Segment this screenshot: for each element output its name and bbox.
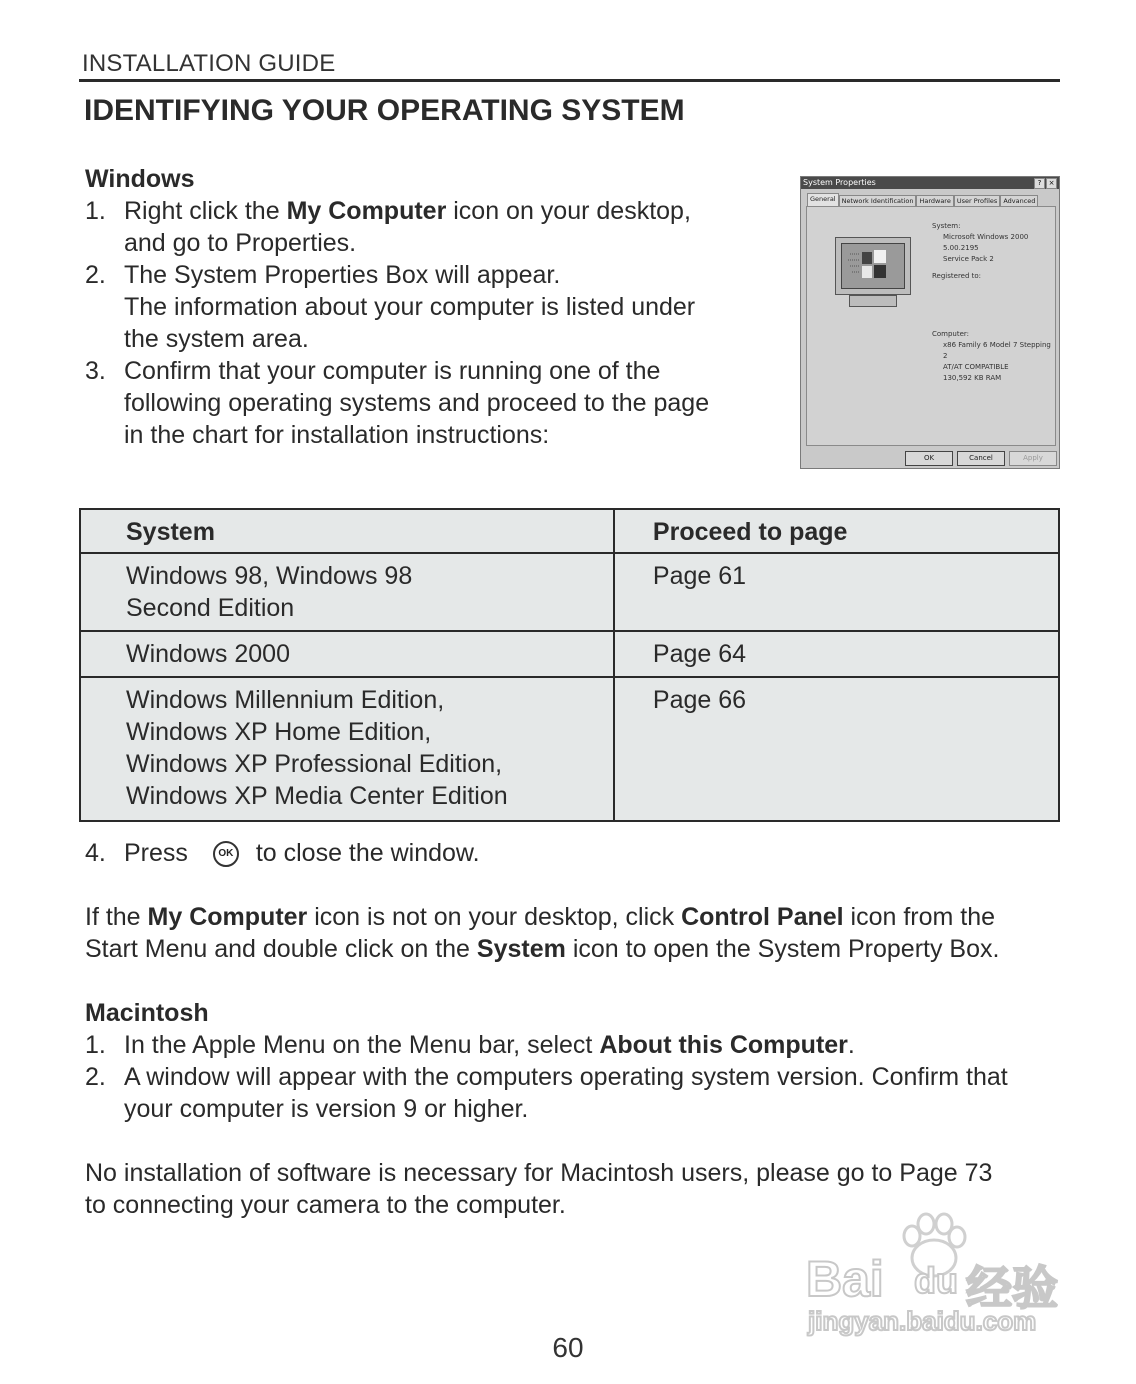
note-line2: Start Menu and double click on the System icon to open the System Property Box. — [85, 935, 1000, 963]
system-cell-line: Windows Millennium Edition, — [126, 686, 445, 714]
windows-heading: Windows — [85, 165, 195, 193]
close-button: × — [1046, 178, 1057, 189]
mac-step1-line: In the Apple Menu on the Menu bar, select About this Computer. — [124, 1031, 855, 1059]
watermark-url: jingyan.baidu.com — [808, 1306, 1037, 1336]
step2-number: 2. — [85, 261, 106, 289]
apply-button: Apply — [1009, 451, 1057, 466]
ok-button-icon: OK — [213, 841, 239, 867]
system-cell — [80, 553, 614, 631]
table-row — [80, 677, 1059, 821]
step3-number: 3. — [85, 357, 106, 385]
step1-line2: and go to Properties. — [124, 229, 357, 257]
step4-line — [124, 837, 480, 869]
dialog-tabs — [807, 195, 1038, 206]
mac-step1-number: 1. — [85, 1031, 106, 1059]
watermark-brand-right: 经验 — [966, 1262, 1058, 1314]
step4-number: 4. — [85, 839, 106, 867]
ok-button: OK — [905, 451, 953, 466]
tab-network-identification: Network Identification — [839, 195, 917, 206]
table-header-row — [80, 509, 1059, 553]
mac-step2-number: 2. — [85, 1063, 106, 1091]
page-number: 60 — [552, 1332, 584, 1363]
computer-line-3: AT/AT COMPATIBLE — [943, 363, 1009, 371]
running-header: INSTALLATION GUIDE — [82, 50, 336, 77]
mac-step2-line2: your computer is version 9 or higher. — [124, 1095, 529, 1123]
dialog-title: System Properties — [803, 178, 876, 187]
step3-line1: Confirm that your computer is running one of the — [124, 357, 661, 385]
step2-line3: the system area. — [124, 325, 309, 353]
mac-heading: Macintosh — [85, 999, 209, 1027]
system-properties-screenshot — [800, 176, 1060, 469]
tab-general: General — [807, 193, 839, 206]
cancel-button: Cancel — [957, 451, 1005, 466]
mac-step2-line1: A window will appear with the computers operating system version. Confirm that — [124, 1063, 1008, 1091]
watermark-brand-left: Bai — [806, 1251, 884, 1307]
system-line-2: 5.00.2195 — [943, 244, 979, 252]
computer-line-1: x86 Family 6 Model 7 Stepping — [943, 341, 1051, 349]
step3-line2: following operating systems and proceed to the page — [124, 389, 710, 417]
system-line-3: Service Pack 2 — [943, 255, 994, 263]
page-cell: Page 61 — [614, 553, 1059, 631]
page-title: IDENTIFYING YOUR OPERATING SYSTEM — [84, 94, 685, 127]
step2-line1: The System Properties Box will appear. — [124, 261, 561, 289]
system-cell-line: Windows XP Professional Edition, — [126, 750, 503, 778]
step3-line3: in the chart for installation instructions: — [124, 421, 550, 449]
step1-number: 1. — [85, 197, 106, 225]
step1-line1: Right click the My Computer icon on your desktop, — [124, 197, 691, 225]
computer-line-4: 130,592 KB RAM — [943, 374, 1002, 382]
page-column-header: Proceed to page — [614, 509, 1059, 553]
table-row — [80, 631, 1059, 677]
step4-post: to close the window. — [255, 839, 480, 867]
system-cell — [80, 631, 614, 677]
registered-label: Registered to: — [932, 272, 982, 280]
step2-line2: The information about your computer is listed under — [124, 293, 696, 321]
system-label: System: — [932, 222, 961, 230]
tab-advanced: Advanced — [1000, 195, 1038, 206]
system-cell-line: Windows 98, Windows 98 — [126, 562, 413, 590]
header-rule — [79, 79, 1060, 82]
system-column-header: System — [80, 509, 614, 553]
system-cell-line: Second Edition — [126, 594, 295, 622]
step4-pre: Press — [124, 839, 188, 867]
note-line1: If the My Computer icon is not on your desktop, click Control Panel icon from the — [85, 903, 996, 931]
system-cell-line: Windows XP Home Edition, — [126, 718, 432, 746]
system-line-1: Microsoft Windows 2000 — [943, 233, 1029, 241]
closing-line1: No installation of software is necessary for Macintosh users, please go to Page 73 — [85, 1159, 993, 1187]
system-cell — [80, 677, 614, 821]
monitor-screen — [841, 243, 905, 289]
page-cell: Page 64 — [614, 631, 1059, 677]
watermark-brand-mid: du — [914, 1260, 958, 1301]
tab-user-profiles: User Profiles — [954, 195, 1000, 206]
system-cell-line: Windows XP Media Center Edition — [126, 782, 508, 810]
computer-line-2: 2 — [943, 352, 948, 360]
computer-label: Computer: — [932, 330, 970, 338]
tab-hardware: Hardware — [916, 195, 953, 206]
closing-line2: to connecting your camera to the computer. — [85, 1191, 566, 1219]
monitor-stand — [849, 295, 897, 307]
dialog-titlebar — [801, 177, 1059, 189]
baidu-watermark — [806, 1212, 1068, 1342]
os-page-table — [79, 508, 1060, 822]
page-cell: Page 66 — [614, 677, 1059, 821]
help-button: ? — [1034, 178, 1045, 189]
system-cell-line: Windows 2000 — [126, 640, 290, 668]
windows-logo-icon — [842, 244, 904, 288]
table-row — [80, 553, 1059, 631]
